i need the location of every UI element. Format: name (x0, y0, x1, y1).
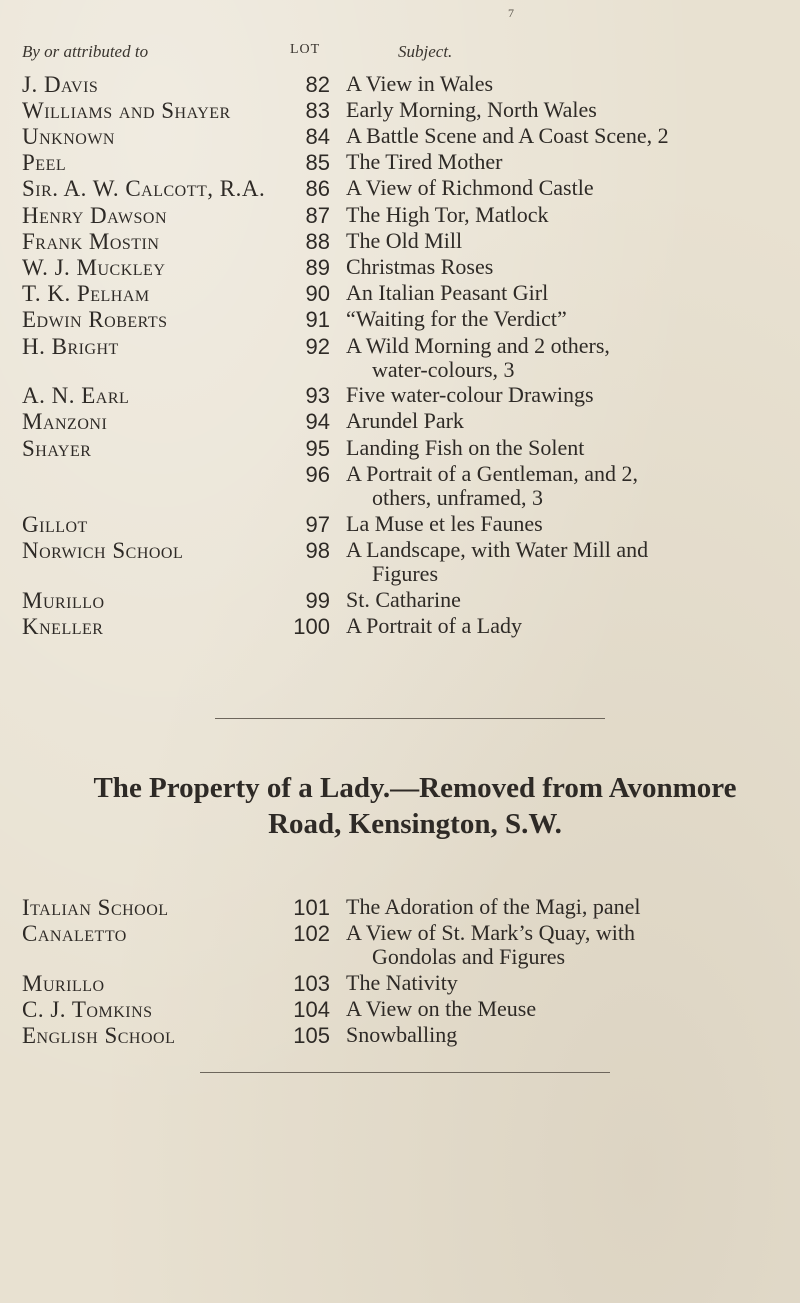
section-divider (215, 718, 605, 719)
artist-name: Shayer (22, 436, 92, 461)
subject-text (346, 409, 794, 433)
lot-number: 88 (305, 229, 330, 254)
artist-column-header: By or attributed to (22, 42, 149, 61)
subject-line: Landing Fish on the Solent (346, 435, 585, 460)
lot-number: 105 (293, 1023, 330, 1048)
subject-text (346, 255, 794, 279)
artist-name: Frank Mostin (22, 229, 160, 254)
subject-continuation: water-colours, 3 (372, 357, 515, 382)
subject-continuation: others, unframed, 3 (372, 485, 544, 510)
section-title: The Property of a Lady.—Removed from Avonmore Road, Kensington, S.W. (93, 772, 737, 840)
artist-name: Manzoni (22, 409, 108, 434)
subject-line: La Muse et les Faunes (346, 511, 543, 536)
subject-line: An Italian Peasant Girl (346, 280, 549, 305)
subject-text (346, 462, 794, 510)
subject-line: The Nativity (346, 970, 458, 995)
lot-number: 104 (293, 997, 330, 1022)
artist-name: English School (22, 1023, 176, 1048)
lot-number: 99 (305, 588, 330, 613)
artist-name: Murillo (22, 971, 105, 996)
artist-name: H. Bright (22, 334, 119, 359)
page-mark: 7 (508, 6, 514, 20)
lot-number: 101 (293, 895, 330, 920)
artist-name: W. J. Muckley (22, 255, 166, 280)
subject-text (346, 997, 794, 1021)
artist-name: Gillot (22, 512, 88, 537)
subject-text (346, 971, 794, 995)
lot-number: 102 (293, 921, 330, 946)
lot-number: 82 (305, 72, 330, 97)
lot-number: 93 (305, 383, 330, 408)
subject-line: The Adoration of the Magi, panel (346, 894, 641, 919)
artist-name: Peel (22, 150, 67, 175)
lot-number: 84 (305, 124, 330, 149)
subject-text (346, 921, 794, 969)
subject-text (346, 98, 794, 122)
subject-continuation: Figures (372, 561, 438, 586)
subject-text (346, 436, 794, 460)
subject-text (346, 229, 794, 253)
artist-name: Henry Dawson (22, 203, 168, 228)
subject-line: Early Morning, North Wales (346, 97, 597, 122)
artist-name: Williams and Shayer (22, 98, 231, 123)
subject-line: Five water-colour Drawings (346, 382, 594, 407)
subject-line: The High Tor, Matlock (346, 202, 549, 227)
end-divider (200, 1072, 610, 1073)
artist-name: Sir. A. W. Calcott, R.A. (22, 176, 266, 201)
subject-line: A View of Richmond Castle (346, 175, 594, 200)
subject-line: A View on the Meuse (346, 996, 537, 1021)
lot-number: 92 (305, 334, 330, 359)
subject-text (346, 383, 794, 407)
subject-line: A Portrait of a Gentleman, and 2, (346, 461, 639, 486)
subject-line: The Tired Mother (346, 149, 503, 174)
lot-column-header: LOT (290, 42, 321, 57)
subject-continuation: Gondolas and Figures (372, 944, 566, 969)
subject-text (346, 614, 794, 638)
artist-name: C. J. Tomkins (22, 997, 153, 1022)
subject-line: A View in Wales (346, 71, 494, 96)
lot-number: 85 (305, 150, 330, 175)
lot-number: 95 (305, 436, 330, 461)
artist-name: Kneller (22, 614, 104, 639)
artist-name: Unknown (22, 124, 115, 149)
subject-line: A Portrait of a Lady (346, 613, 522, 638)
subject-line: Arundel Park (346, 408, 464, 433)
artist-name: Edwin Roberts (22, 307, 168, 332)
lot-number: 86 (305, 176, 330, 201)
subject-text (346, 512, 794, 536)
lot-number: 90 (305, 281, 330, 306)
subject-line: Christmas Roses (346, 254, 494, 279)
artist-name: A. N. Earl (22, 383, 130, 408)
subject-text (346, 176, 794, 200)
subject-text (346, 72, 794, 96)
subject-text (346, 150, 794, 174)
lot-number: 97 (305, 512, 330, 537)
subject-text (346, 895, 794, 919)
artist-name: J. Davis (22, 72, 99, 97)
subject-line: The Old Mill (346, 228, 463, 253)
artist-name: Norwich School (22, 538, 184, 563)
subject-text (346, 124, 794, 148)
subject-line: A Battle Scene and A Coast Scene, 2 (346, 123, 669, 148)
subject-line: A Wild Morning and 2 others, (346, 333, 610, 358)
lot-number: 91 (305, 307, 330, 332)
lot-number: 100 (293, 614, 330, 639)
lot-number: 96 (305, 462, 330, 487)
subject-line: A Landscape, with Water Mill and (346, 537, 649, 562)
artist-name: Italian School (22, 895, 169, 920)
lot-number: 94 (305, 409, 330, 434)
subject-text (346, 588, 794, 612)
subject-line: St. Catharine (346, 587, 461, 612)
subject-text (346, 203, 794, 227)
lot-number: 83 (305, 98, 330, 123)
lot-number: 89 (305, 255, 330, 280)
lot-number: 103 (293, 971, 330, 996)
subject-text (346, 538, 794, 586)
artist-name: Canaletto (22, 921, 127, 946)
artist-name: Murillo (22, 588, 105, 613)
subject-text (346, 281, 794, 305)
subject-line: A View of St. Mark’s Quay, with (346, 920, 635, 945)
subject-text (346, 1023, 794, 1047)
artist-name: T. K. Pelham (22, 281, 150, 306)
lot-number: 98 (305, 538, 330, 563)
subject-column-header: Subject. (398, 42, 453, 61)
subject-text (346, 334, 794, 382)
lot-number: 87 (305, 203, 330, 228)
subject-line: “Waiting for the Verdict” (346, 306, 567, 331)
subject-text (346, 307, 794, 331)
subject-line: Snowballing (346, 1022, 458, 1047)
